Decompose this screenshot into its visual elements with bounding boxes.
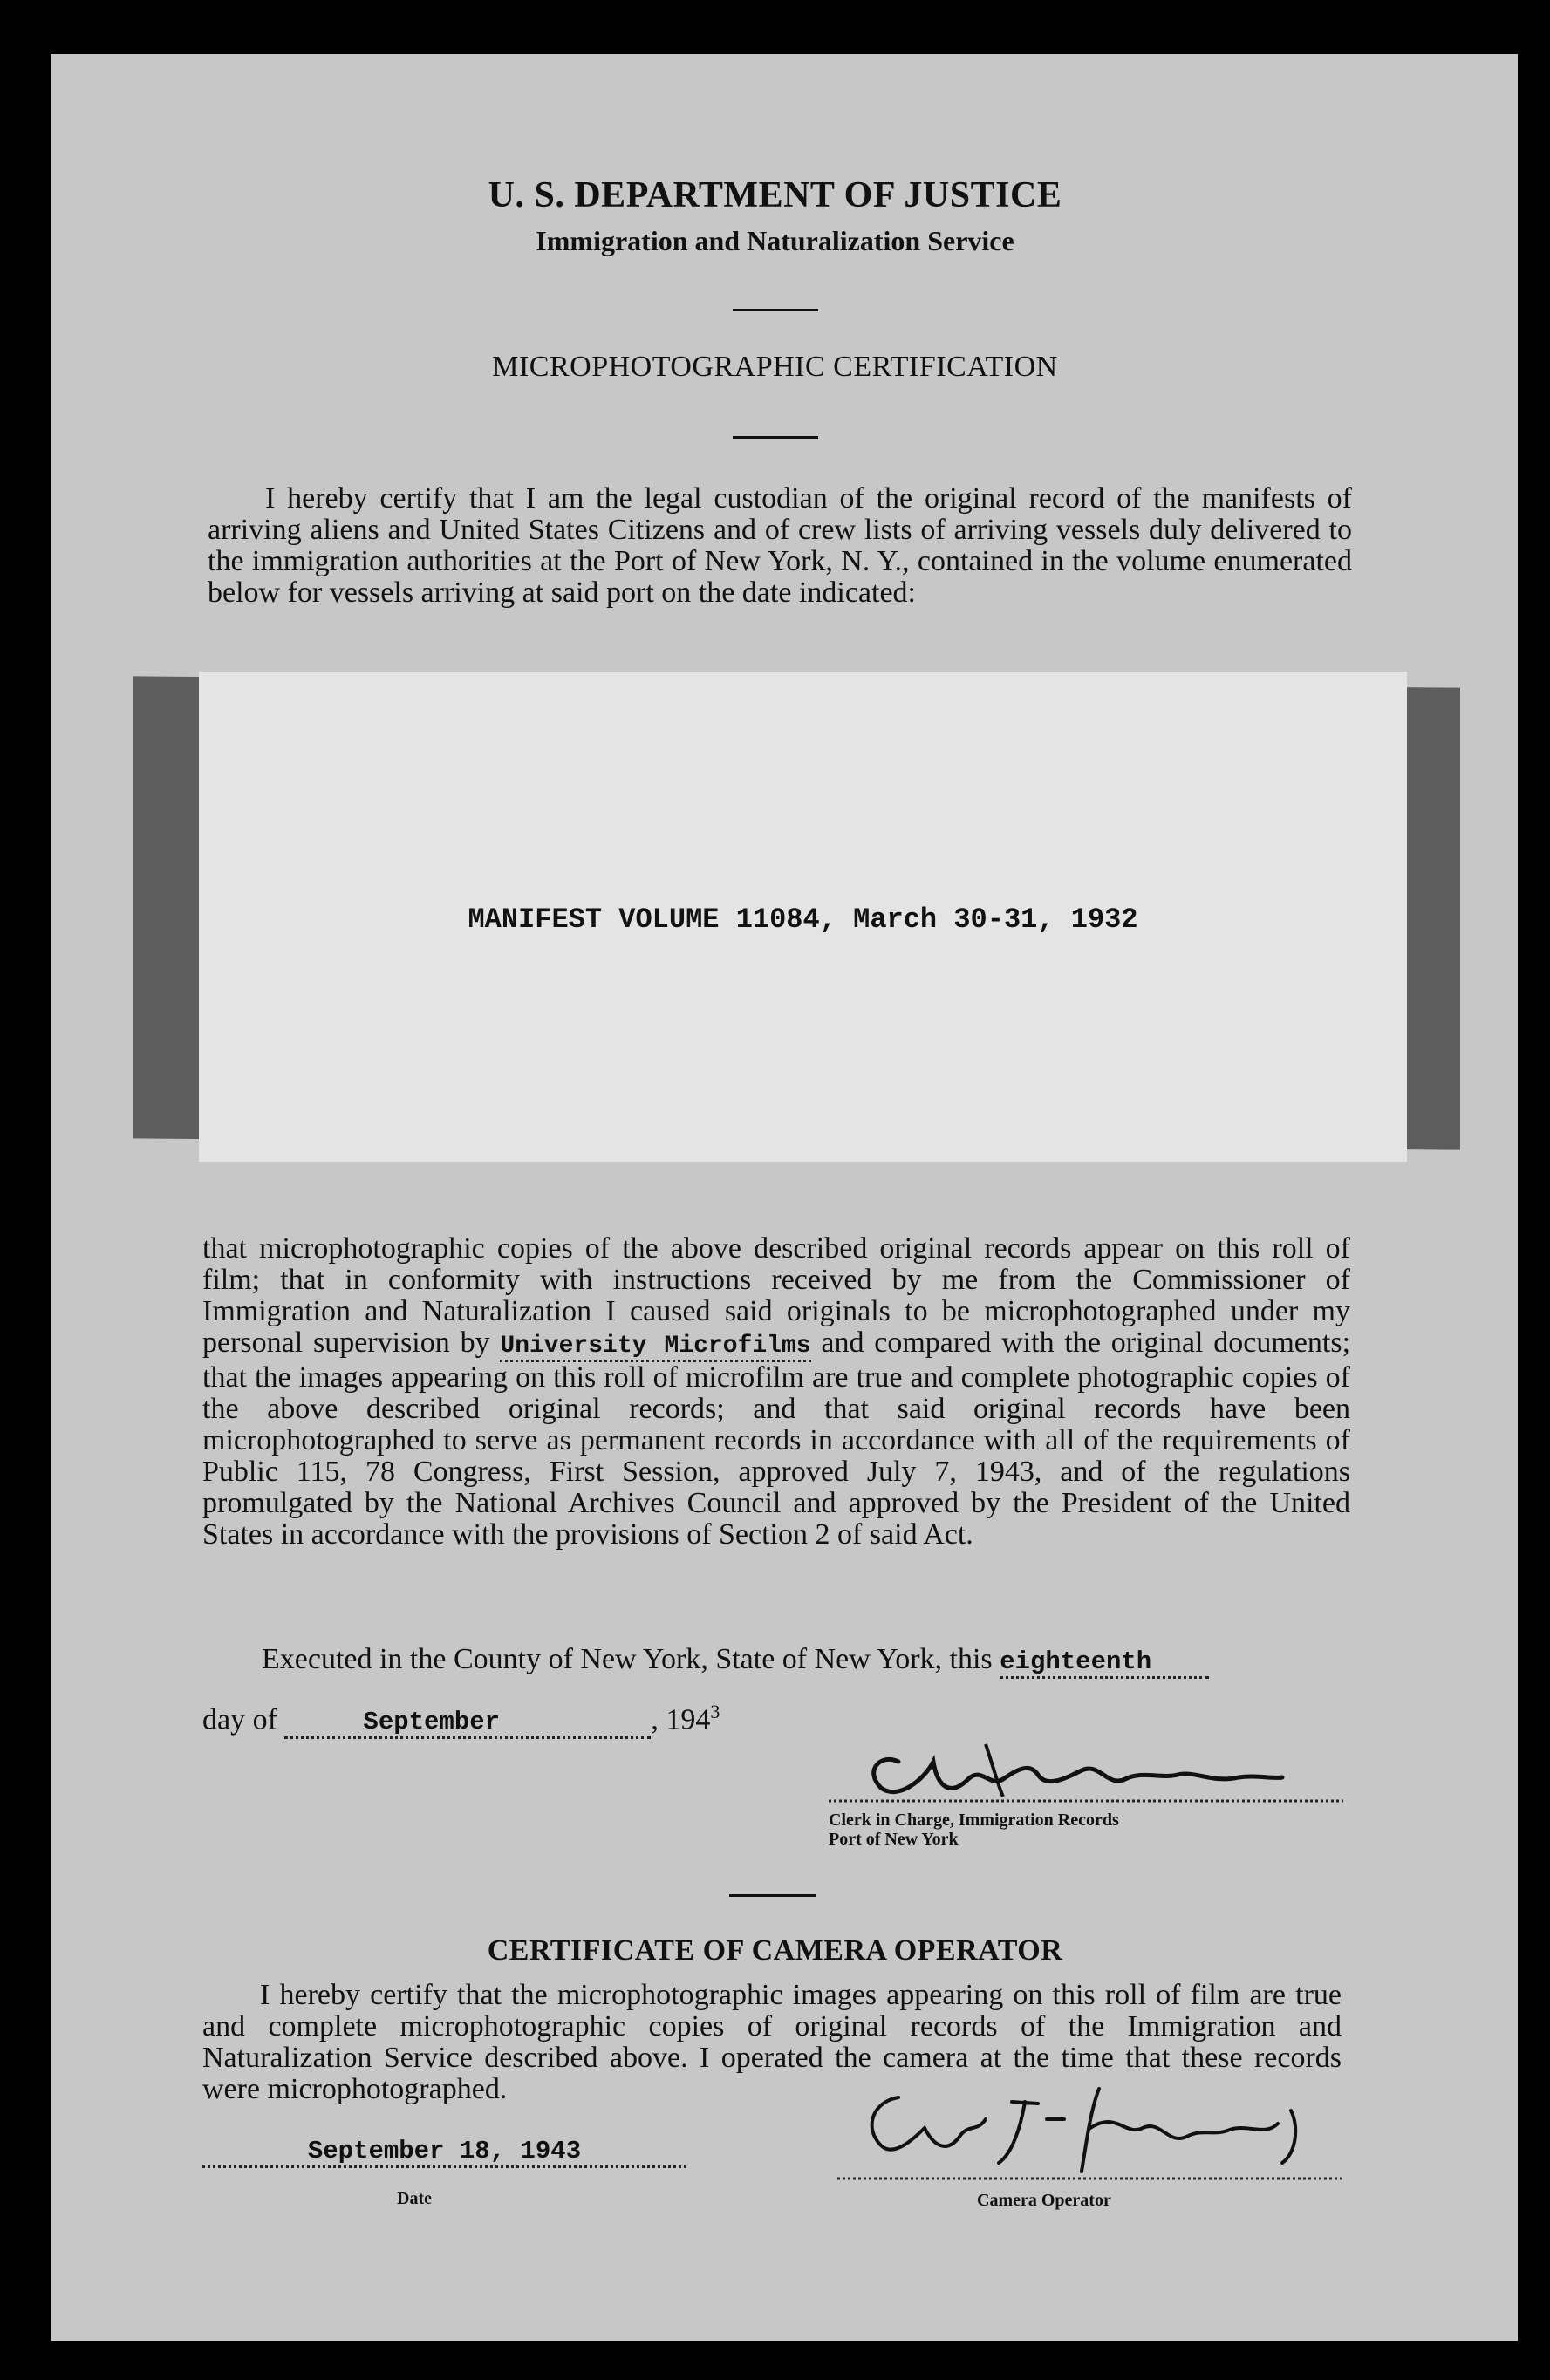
body-text-part2: and compared with the original documents; that the images appearing on this roll of microfilm are true and complete photographic copies of the above described original records; and that said original records have been microphotographed to serve as permanent records in accordance with all of the requirements of Public 115, 78 Congress, First Session, approved July 7, 1943, and of the regulations promulgated by the National Archives Council and approved by the President of the United States in accordance with the provisions of Section 2 of said Act.: [202, 1326, 1351, 1551]
day-of-label: day of: [202, 1703, 277, 1736]
divider-rule: [729, 1894, 816, 1897]
intro-paragraph: [208, 483, 1352, 609]
camera-operator-signature: [837, 2076, 1361, 2189]
date-line: [202, 1701, 720, 1739]
year-prefix: , 194: [651, 1703, 711, 1736]
service-subheading: Immigration and Naturalization Service: [536, 225, 1014, 256]
execution-line: [262, 1643, 1209, 1679]
execution-day: eighteenth: [1000, 1647, 1209, 1679]
clerk-title: [829, 1811, 1119, 1849]
body-paragraph: [202, 1233, 1350, 1551]
certificate-date-value: September 18, 1943: [202, 2137, 686, 2168]
clerk-title-line2: Port of New York: [829, 1830, 959, 1849]
camera-certificate-text: I hereby certify that the microphotographic images appearing on this roll of film are true and complete microphotographic copies of original records of the Immigration and Naturalization Service described above. I operated the camera at the time that these records were microphotographed.: [202, 1979, 1342, 2105]
manifest-volume-label: MANIFEST VOLUME 11084, March 30-31, 1932: [468, 904, 1138, 936]
year-digit: 3: [710, 1701, 720, 1722]
execution-prefix: Executed in the County of New York, State of New York, this: [262, 1643, 993, 1675]
microfilmer-name: University Microfilms: [500, 1333, 810, 1362]
clerk-title-line1: Clerk in Charge, Immigration Records: [829, 1811, 1119, 1830]
camera-operator-label: Camera Operator: [977, 2191, 1111, 2210]
divider-rule: [733, 309, 818, 311]
certification-title: MICROPHOTOGRAPHIC CERTIFICATION: [492, 351, 1058, 383]
intro-text: I hereby certify that I am the legal custodian of the original record of the manifests of arriving aliens and United States Citizens and of crew lists of arriving vessels duly delivered to the immigration authorities at the Port of New York, N. Y., contained in the volume enumerated below for vessels arriving at said port on the date indicated:: [208, 482, 1352, 609]
body-text-part1: that microphotographic copies of the above described original records appear on this roll of film; that in conformity with instructions received by me from the Commissioner of Immigration and Naturalization I caused said originals to be microphotographed under my personal supervision by: [202, 1232, 1350, 1359]
camera-certificate-title: CERTIFICATE OF CAMERA OPERATOR: [487, 1934, 1063, 1967]
date-label: Date: [397, 2189, 432, 2208]
manifest-insert-card: [199, 672, 1407, 1162]
divider-rule: [733, 436, 818, 439]
execution-month: September: [284, 1708, 651, 1739]
department-heading: U. S. DEPARTMENT OF JUSTICE: [488, 175, 1062, 215]
clerk-signature: [829, 1727, 1352, 1823]
